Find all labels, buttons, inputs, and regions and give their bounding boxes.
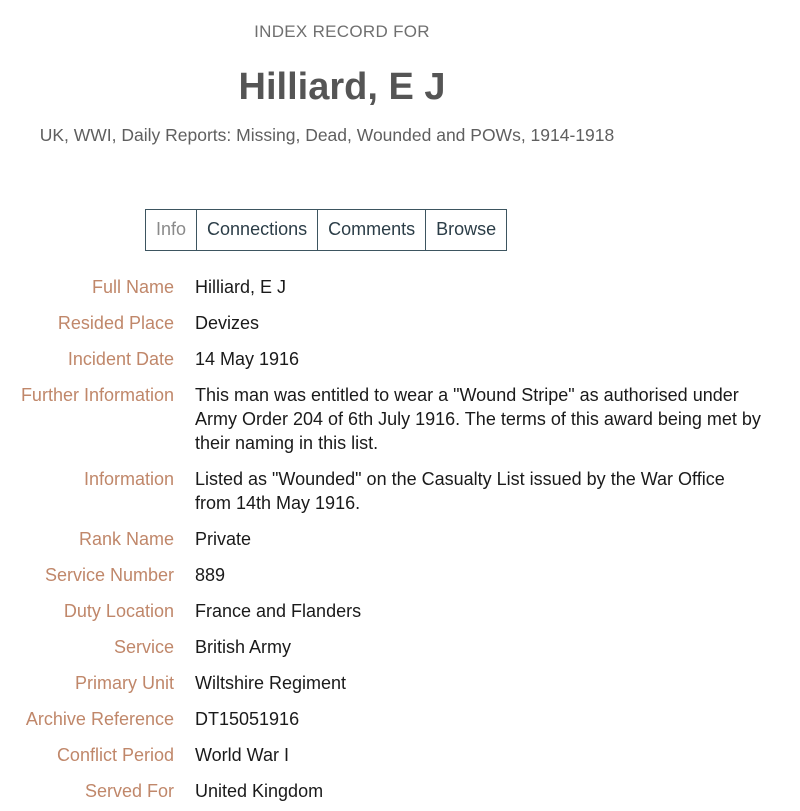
- record-row-rank-name: [0, 527, 790, 551]
- field-label: Rank Name: [78, 529, 174, 549]
- field-value: Devizes: [195, 313, 260, 333]
- field-value: 14 May 1916: [195, 349, 300, 369]
- field-label: Resided Place: [57, 313, 174, 333]
- field-label: Conflict Period: [56, 745, 174, 765]
- record-row-information: [0, 467, 790, 515]
- field-value: Private: [195, 529, 252, 549]
- person-name: Hilliard, E J: [238, 66, 446, 108]
- field-value: DT15051916: [195, 709, 300, 729]
- field-label: Duty Location: [63, 601, 174, 621]
- tab-info[interactable]: Info: [146, 210, 197, 250]
- field-value: United Kingdom: [195, 781, 324, 801]
- field-label: Further Information: [20, 385, 174, 405]
- record-row-service: [0, 635, 790, 659]
- field-label: Full Name: [91, 277, 174, 297]
- record-row-primary-unit: [0, 671, 790, 695]
- field-value: British Army: [195, 637, 292, 657]
- record-row-incident-date: [0, 347, 790, 371]
- field-label: Primary Unit: [74, 673, 174, 693]
- field-label: Service Number: [44, 565, 174, 585]
- record-row-duty-location: [0, 599, 790, 623]
- field-value: Hilliard, E J: [195, 277, 287, 297]
- record-row-service-number: [0, 563, 790, 587]
- field-label: Service: [113, 637, 174, 657]
- field-value: This man was entitled to wear a "Wound Stripe" as authorised under Army Order 204 of 6th July 1916. The terms of this award being met by their naming in this list.: [195, 385, 761, 453]
- tab-connections[interactable]: Connections: [197, 210, 318, 250]
- record-kicker: INDEX RECORD FOR: [254, 22, 430, 41]
- record-row-served-for: [0, 779, 790, 803]
- field-value: France and Flanders: [195, 601, 362, 621]
- record-details: [0, 275, 790, 803]
- field-value: 889: [195, 565, 226, 585]
- record-tabs: [145, 209, 507, 251]
- collection-title: UK, WWI, Daily Reports: Missing, Dead, Wounded and POWs, 1914-1918: [39, 125, 615, 145]
- tab-comments[interactable]: Comments: [318, 210, 426, 250]
- record-row-conflict-period: [0, 743, 790, 767]
- record-row-resided-place: [0, 311, 790, 335]
- field-value: World War I: [195, 745, 290, 765]
- field-label: Incident Date: [67, 349, 174, 369]
- field-label: Served For: [84, 781, 174, 801]
- record-row-archive-reference: [0, 707, 790, 731]
- record-row-further-information: [0, 383, 790, 455]
- field-value: Listed as "Wounded" on the Casualty List issued by the War Office from 14th May 1916.: [195, 469, 725, 513]
- field-label: Archive Reference: [25, 709, 174, 729]
- tab-browse[interactable]: Browse: [436, 219, 497, 239]
- field-value: Wiltshire Regiment: [195, 673, 347, 693]
- field-label: Information: [83, 469, 174, 489]
- record-row-full-name: [0, 275, 790, 299]
